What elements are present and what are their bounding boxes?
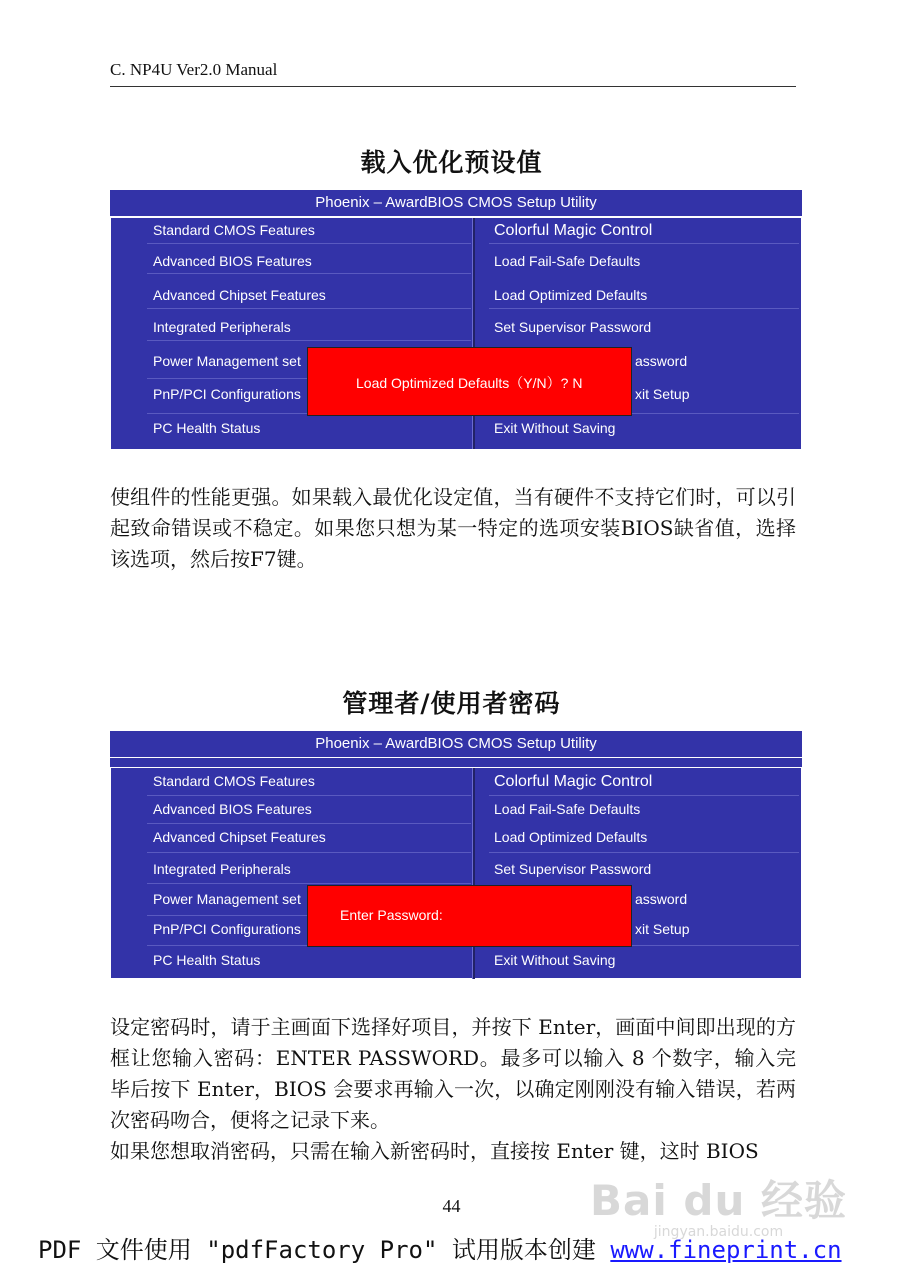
confirm-dialog-text: Load Optimized Defaults（Y/N）? N bbox=[356, 375, 583, 391]
menu-advanced-chipset[interactable]: Advanced Chipset Features bbox=[153, 829, 326, 845]
password-description: 设定密码时，请于主画面下选择好项目，并按下 Enter，画面中间即出现的方框让您输入密码：ENTER PASSWORD。最多可以输入 8 个数字，输入完毕后按下 Enter，BIOS 会要求再输入一次，以确定刚刚没有输入错误，若两次密码吻合，便将之记录下来。 bbox=[110, 1015, 796, 1132]
menu-set-user-password[interactable]: assword bbox=[635, 891, 688, 907]
row-divider bbox=[147, 852, 471, 853]
menu-integrated-peripherals[interactable]: Integrated Peripherals bbox=[153, 319, 291, 335]
menu-standard-cmos[interactable]: Standard CMOS Features bbox=[153, 222, 315, 238]
menu-advanced-bios[interactable]: Advanced BIOS Features bbox=[153, 801, 312, 817]
menu-colorful-magic[interactable]: Colorful Magic Control bbox=[494, 773, 653, 790]
row-divider bbox=[489, 852, 799, 853]
row-divider bbox=[147, 243, 471, 244]
row-divider bbox=[147, 795, 471, 796]
baidu-logo: Bai du 经验 bbox=[590, 1176, 847, 1225]
section-title-passwords: 管理者/使用者密码 bbox=[342, 689, 561, 718]
bios-title-bar: Phoenix – AwardBIOS CMOS Setup Utility bbox=[110, 731, 802, 758]
watermark-url: jingyan.baidu.com bbox=[653, 1224, 784, 1240]
manual-header: C. NP4U Ver2.0 Manual bbox=[110, 60, 278, 79]
menu-colorful-magic[interactable]: Colorful Magic Control bbox=[494, 222, 653, 239]
row-divider bbox=[147, 823, 471, 824]
menu-exit-without-saving[interactable]: Exit Without Saving bbox=[494, 420, 616, 436]
menu-save-exit[interactable]: xit Setup bbox=[635, 386, 690, 402]
bios-screenshot-load-defaults bbox=[110, 190, 802, 450]
menu-load-failsafe[interactable]: Load Fail-Safe Defaults bbox=[494, 253, 641, 269]
row-divider bbox=[147, 308, 471, 309]
bios-screenshot-password bbox=[110, 731, 802, 978]
menu-set-supervisor-password[interactable]: Set Supervisor Password bbox=[494, 319, 652, 335]
menu-load-optimized[interactable]: Load Optimized Defaults bbox=[494, 829, 648, 845]
bios-menu-panel bbox=[110, 767, 802, 984]
section-title-load-optimized: 载入优化预设值 bbox=[360, 148, 543, 177]
bios-title-bar: Phoenix – AwardBIOS CMOS Setup Utility bbox=[110, 190, 802, 217]
confirm-dialog[interactable] bbox=[307, 347, 632, 416]
menu-advanced-bios[interactable]: Advanced BIOS Features bbox=[153, 253, 312, 269]
row-divider bbox=[489, 795, 799, 796]
menu-exit-without-saving[interactable]: Exit Without Saving bbox=[494, 952, 616, 968]
menu-load-failsafe[interactable]: Load Fail-Safe Defaults bbox=[494, 801, 641, 817]
menu-pnp-pci[interactable]: PnP/PCI Configurations bbox=[153, 921, 301, 937]
row-divider bbox=[147, 273, 471, 274]
menu-power-management[interactable]: Power Management set bbox=[153, 891, 301, 907]
menu-standard-cmos[interactable]: Standard CMOS Features bbox=[153, 773, 315, 789]
row-divider bbox=[489, 308, 799, 309]
menu-pnp-pci[interactable]: PnP/PCI Configurations bbox=[153, 386, 301, 402]
column-divider bbox=[472, 768, 475, 979]
menu-load-optimized[interactable]: Load Optimized Defaults bbox=[494, 287, 648, 303]
footer-link[interactable]: www.fineprint.cn bbox=[610, 1236, 842, 1264]
page-number: 44 bbox=[442, 1196, 461, 1216]
menu-set-supervisor-password[interactable]: Set Supervisor Password bbox=[494, 861, 652, 877]
menu-advanced-chipset[interactable]: Advanced Chipset Features bbox=[153, 287, 326, 303]
pdf-footer bbox=[38, 1230, 842, 1265]
password-dialog-prompt: Enter Password: bbox=[340, 907, 443, 923]
footer-text: PDF 文件使用 "pdfFactory Pro" 试用版本创建 bbox=[38, 1236, 611, 1264]
menu-integrated-peripherals[interactable]: Integrated Peripherals bbox=[153, 861, 291, 877]
header-divider bbox=[110, 86, 796, 87]
menu-set-user-password[interactable]: assword bbox=[635, 353, 688, 369]
menu-pc-health[interactable]: PC Health Status bbox=[153, 420, 261, 436]
menu-save-exit[interactable]: xit Setup bbox=[635, 921, 690, 937]
menu-pc-health[interactable]: PC Health Status bbox=[153, 952, 261, 968]
row-divider bbox=[489, 243, 799, 244]
password-cancel-description: 如果您想取消密码，只需在输入新密码时，直接按 Enter 键，这时 BIOS bbox=[110, 1139, 759, 1163]
row-divider bbox=[147, 340, 471, 341]
password-dialog[interactable] bbox=[307, 885, 632, 947]
menu-power-management[interactable]: Power Management set bbox=[153, 353, 301, 369]
row-divider bbox=[147, 883, 471, 884]
load-defaults-description: 使组件的性能更强。如果载入最优化设定值，当有硬件不支持它们时，可以引起致命错误或不稳定。如果您只想为某一特定的选项安装BIOS缺省值，选择该选项，然后按F7键。 bbox=[110, 485, 796, 571]
